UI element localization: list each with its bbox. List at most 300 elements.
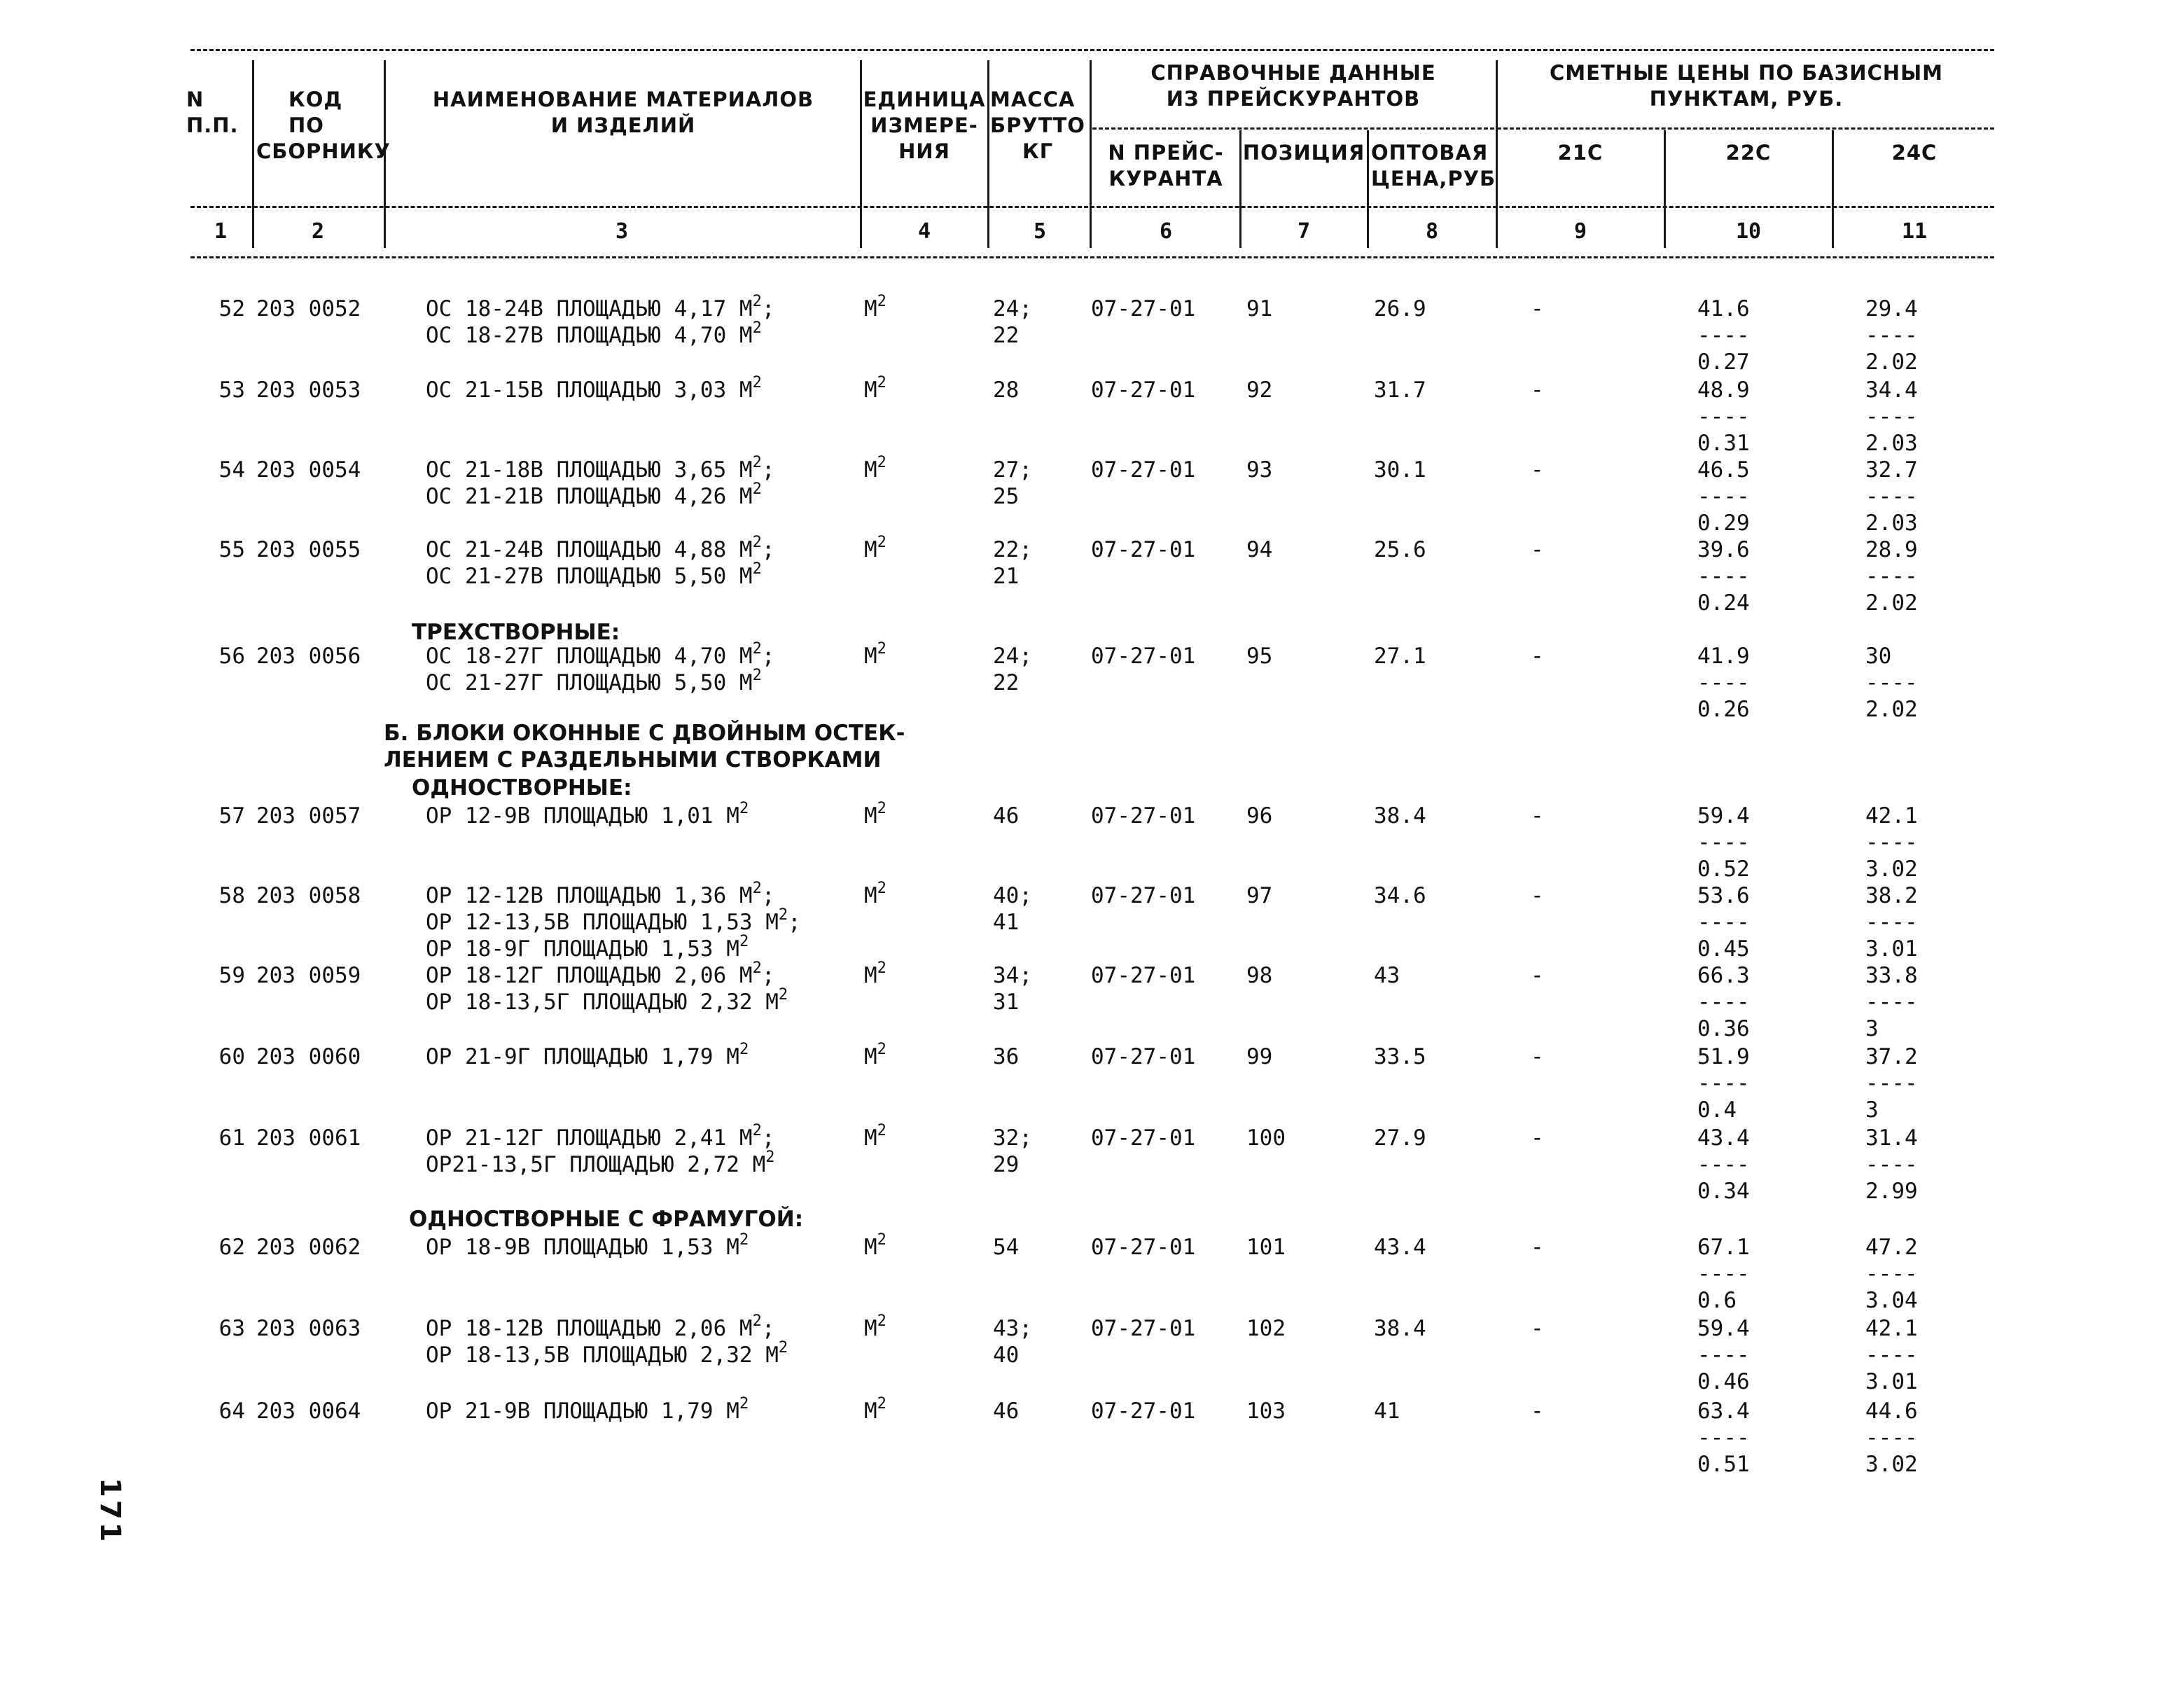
row-price-22c-subvalue: 0.6 bbox=[1697, 1288, 1737, 1313]
row-price-22c bbox=[1697, 1043, 1750, 1123]
row-code: 203 0059 bbox=[256, 963, 361, 988]
row-price-22c-subvalue: 0.46 bbox=[1697, 1369, 1750, 1394]
row-code: 203 0062 bbox=[256, 1235, 361, 1260]
row-unit: $М^2$ bbox=[864, 1395, 886, 1424]
row-price-22c-subvalue: 0.26 bbox=[1697, 697, 1750, 722]
page-number: 171 bbox=[94, 1478, 126, 1545]
row-number: 54 bbox=[218, 457, 245, 483]
row-mass-line: 22 bbox=[993, 323, 1020, 348]
row-price-24c-value: 32.7 bbox=[1865, 457, 1918, 483]
row-mass-line: 32; bbox=[993, 1125, 1032, 1151]
row-price-24c-value: 42.1 bbox=[1865, 1316, 1918, 1341]
row-name-line: ОР 12-12В ПЛОЩАДЬЮ 1,36 $М^2$; bbox=[426, 880, 775, 908]
row-name-line: ОР 21-9Г ПЛОЩАДЬЮ 1,79 $М^2$ bbox=[426, 1041, 749, 1069]
row-name bbox=[426, 959, 788, 1015]
row-name-line: ОР 12-13,5В ПЛОЩАДЬЮ 1,53 $М^2$; bbox=[426, 906, 801, 935]
row-mass bbox=[993, 536, 1032, 590]
row-name bbox=[426, 640, 775, 696]
row-price-22c-subvalue: 0.51 bbox=[1697, 1452, 1750, 1477]
row-price-24c bbox=[1865, 882, 1918, 962]
row-price-22c-value: 67.1 bbox=[1697, 1235, 1750, 1260]
row-price-22c-value: 51.9 bbox=[1697, 1044, 1750, 1069]
row-mass-line: 27; bbox=[993, 457, 1032, 483]
row-price-24c-value: 34.4 bbox=[1865, 377, 1918, 403]
row-price-22c-value: 43.4 bbox=[1697, 1125, 1750, 1151]
row-price-22c-value: 66.3 bbox=[1697, 963, 1750, 988]
header-numbers-rule bbox=[190, 206, 1994, 208]
row-price-24c bbox=[1865, 457, 1918, 536]
row-mass bbox=[993, 643, 1032, 696]
fraction-bar: ---- bbox=[1697, 1261, 1750, 1287]
col-number: 11 bbox=[1901, 219, 1928, 244]
row-name-line: ОС 21-15В ПЛОЩАДЬЮ 3,03 $М^2$ bbox=[426, 374, 762, 403]
header-divider bbox=[1367, 130, 1369, 248]
row-name-line: ОС 21-27Г ПЛОЩАДЬЮ 5,50 $М^2$ bbox=[426, 667, 762, 695]
row-position: 95 bbox=[1246, 644, 1273, 669]
row-price-22c bbox=[1697, 1315, 1750, 1395]
row-position: 98 bbox=[1246, 963, 1273, 988]
row-unit: $М^2$ bbox=[864, 959, 886, 988]
row-price-24c-value: 29.4 bbox=[1865, 296, 1918, 321]
col-number: 9 bbox=[1573, 219, 1587, 244]
row-price-24c-subvalue: 3.04 bbox=[1865, 1288, 1918, 1313]
row-position: 96 bbox=[1246, 803, 1273, 828]
row-wholesale-price: 27.9 bbox=[1374, 1125, 1426, 1151]
row-code: 203 0061 bbox=[256, 1125, 361, 1151]
row-mass-line: 46 bbox=[993, 1399, 1020, 1424]
col-number: 5 bbox=[1033, 219, 1047, 244]
row-name-line: ОС 21-21В ПЛОЩАДЬЮ 4,26 $М^2$ bbox=[426, 480, 762, 509]
row-price-21c: - bbox=[1531, 296, 1544, 321]
row-price-21c: - bbox=[1531, 1399, 1544, 1424]
row-pricelist: 07-27-01 bbox=[1091, 1316, 1196, 1341]
row-number: 56 bbox=[218, 644, 245, 669]
subheading-single-leaf-transom: ОДНОСТВОРНЫЕ С ФРАМУГОЙ: bbox=[409, 1207, 804, 1232]
row-price-22c bbox=[1697, 803, 1750, 882]
row-position: 101 bbox=[1246, 1235, 1286, 1260]
header-divider bbox=[1239, 130, 1241, 248]
row-mass-line: 36 bbox=[993, 1044, 1020, 1069]
row-pricelist: 07-27-01 bbox=[1091, 537, 1196, 562]
header-col7: ПОЗИЦИЯ bbox=[1242, 141, 1365, 165]
row-name-line: ОР 12-9В ПЛОЩАДЬЮ 1,01 $М^2$ bbox=[426, 800, 749, 828]
row-mass bbox=[993, 882, 1032, 936]
row-price-24c-value: 47.2 bbox=[1865, 1235, 1918, 1260]
section-b-heading: Б. БЛОКИ ОКОННЫЕ С ДВОЙНЫМ ОСТЕК- ЛЕНИЕМ С РАЗДЕЛЬНЫМИ СТВОРКАМИ bbox=[384, 721, 905, 772]
row-pricelist: 07-27-01 bbox=[1091, 803, 1196, 828]
row-position: 94 bbox=[1246, 537, 1273, 562]
row-number: 61 bbox=[218, 1125, 245, 1151]
row-mass bbox=[993, 377, 1019, 403]
row-number: 52 bbox=[218, 296, 245, 321]
row-wholesale-price: 30.1 bbox=[1374, 457, 1426, 483]
row-price-21c: - bbox=[1531, 537, 1544, 562]
row-price-24c bbox=[1865, 1315, 1918, 1395]
row-number: 59 bbox=[218, 963, 245, 988]
row-code: 203 0056 bbox=[256, 644, 361, 669]
row-mass bbox=[993, 1234, 1019, 1261]
row-wholesale-price: 26.9 bbox=[1374, 296, 1426, 321]
row-position: 92 bbox=[1246, 377, 1273, 403]
row-mass-line: 31 bbox=[993, 990, 1020, 1015]
row-price-22c-value: 63.4 bbox=[1697, 1399, 1750, 1424]
row-price-24c-value: 28.9 bbox=[1865, 537, 1918, 562]
row-unit: $М^2$ bbox=[864, 1122, 886, 1151]
row-price-22c-subvalue: 0.34 bbox=[1697, 1179, 1750, 1204]
row-position: 102 bbox=[1246, 1316, 1286, 1341]
row-name bbox=[426, 454, 775, 510]
row-mass-line: 29 bbox=[993, 1152, 1020, 1177]
row-pricelist: 07-27-01 bbox=[1091, 1125, 1196, 1151]
row-position: 91 bbox=[1246, 296, 1273, 321]
fraction-bar: ---- bbox=[1697, 1152, 1750, 1177]
fraction-bar: ---- bbox=[1697, 564, 1750, 589]
header-divider bbox=[1832, 130, 1834, 248]
fraction-bar: ---- bbox=[1697, 830, 1750, 855]
row-code: 203 0055 bbox=[256, 537, 361, 562]
row-code: 203 0060 bbox=[256, 1044, 361, 1069]
row-price-21c: - bbox=[1531, 1044, 1544, 1069]
subheading-single-leaf: ОДНОСТВОРНЫЕ: bbox=[412, 775, 632, 800]
row-price-24c-value: 30 bbox=[1865, 644, 1892, 669]
fraction-bar: ---- bbox=[1697, 484, 1750, 509]
row-mass bbox=[993, 1398, 1019, 1424]
row-price-24c-value: 44.6 bbox=[1865, 1399, 1918, 1424]
row-pricelist: 07-27-01 bbox=[1091, 644, 1196, 669]
row-price-21c: - bbox=[1531, 963, 1544, 988]
row-price-24c-subvalue: 3.02 bbox=[1865, 1452, 1918, 1477]
row-name bbox=[426, 1395, 749, 1424]
row-name-line: ОР 18-9Г ПЛОЩАДЬЮ 1,53 $М^2$ bbox=[426, 933, 749, 962]
fraction-bar: ---- bbox=[1697, 670, 1750, 695]
row-name bbox=[426, 1043, 749, 1070]
header-col10: 22С bbox=[1725, 141, 1772, 165]
row-price-24c-subvalue: 2.02 bbox=[1865, 697, 1918, 722]
row-price-21c: - bbox=[1531, 377, 1544, 403]
group-ref-rule bbox=[1092, 127, 1494, 130]
col-number: 10 bbox=[1735, 219, 1762, 244]
row-name bbox=[426, 536, 775, 590]
row-mass bbox=[993, 1315, 1032, 1368]
row-name-line: ОС 18-27В ПЛОЩАДЬЮ 4,70 $М^2$ bbox=[426, 319, 762, 348]
row-mass-line: 40 bbox=[993, 1343, 1020, 1368]
row-name-line: ОС 18-27Г ПЛОЩАДЬЮ 4,70 $М^2$; bbox=[426, 640, 775, 669]
row-name-line: ОС 21-18В ПЛОЩАДЬЮ 3,65 $М^2$; bbox=[426, 454, 775, 483]
row-mass-line: 28 bbox=[993, 377, 1020, 403]
fraction-bar: ---- bbox=[1697, 1343, 1750, 1368]
row-mass bbox=[993, 803, 1019, 829]
row-mass-line: 24; bbox=[993, 296, 1032, 321]
row-pricelist: 07-27-01 bbox=[1091, 1399, 1196, 1424]
fraction-bar: ---- bbox=[1865, 404, 1918, 429]
row-price-24c-subvalue: 2.99 bbox=[1865, 1179, 1918, 1204]
row-wholesale-price: 31.7 bbox=[1374, 377, 1426, 403]
row-wholesale-price: 41 bbox=[1374, 1399, 1400, 1424]
row-name bbox=[426, 800, 749, 829]
row-wholesale-price: 25.6 bbox=[1374, 537, 1426, 562]
row-price-21c: - bbox=[1531, 1235, 1544, 1260]
row-price-21c: - bbox=[1531, 457, 1544, 483]
col-number: 1 bbox=[214, 219, 228, 244]
header-divider bbox=[1496, 60, 1498, 248]
row-code: 203 0058 bbox=[256, 883, 361, 908]
row-price-24c bbox=[1865, 1043, 1918, 1123]
row-price-21c: - bbox=[1531, 803, 1544, 828]
row-mass bbox=[993, 296, 1032, 349]
row-price-24c bbox=[1865, 536, 1918, 616]
row-number: 60 bbox=[218, 1044, 245, 1069]
row-price-22c bbox=[1697, 962, 1750, 1042]
header-col8: ОПТОВАЯ ЦЕНА,РУБ bbox=[1371, 141, 1496, 190]
row-pricelist: 07-27-01 bbox=[1091, 457, 1196, 483]
row-mass-line: 41 bbox=[993, 910, 1020, 935]
row-price-22c bbox=[1697, 882, 1750, 962]
row-price-22c-value: 46.5 bbox=[1697, 457, 1750, 483]
row-price-22c bbox=[1697, 643, 1750, 723]
row-code: 203 0054 bbox=[256, 457, 361, 483]
header-divider bbox=[1664, 130, 1666, 248]
row-pricelist: 07-27-01 bbox=[1091, 296, 1196, 321]
row-name-line: ОР 21-12Г ПЛОЩАДЬЮ 2,41 $М^2$; bbox=[426, 1122, 775, 1151]
row-number: 63 bbox=[218, 1316, 245, 1341]
row-price-22c-subvalue: 0.27 bbox=[1697, 349, 1750, 375]
row-price-24c bbox=[1865, 377, 1918, 457]
row-wholesale-price: 33.5 bbox=[1374, 1044, 1426, 1069]
row-mass-line: 43; bbox=[993, 1316, 1032, 1341]
row-wholesale-price: 38.4 bbox=[1374, 1316, 1426, 1341]
header-col4: ЕДИНИЦА ИЗМЕРЕ- НИЯ bbox=[863, 88, 986, 163]
fraction-bar: ---- bbox=[1865, 670, 1918, 695]
row-price-22c-subvalue: 0.36 bbox=[1697, 1016, 1750, 1041]
row-wholesale-price: 34.6 bbox=[1374, 883, 1426, 908]
row-mass-line: 54 bbox=[993, 1235, 1020, 1260]
row-price-22c-value: 59.4 bbox=[1697, 1316, 1750, 1341]
header-divider bbox=[860, 60, 862, 248]
row-name bbox=[426, 374, 762, 403]
header-col9: 21С bbox=[1557, 141, 1604, 165]
row-price-24c-subvalue: 2.03 bbox=[1865, 431, 1918, 456]
row-price-22c bbox=[1697, 1398, 1750, 1478]
fraction-bar: ---- bbox=[1865, 564, 1918, 589]
row-position: 97 bbox=[1246, 883, 1273, 908]
row-unit: $М^2$ bbox=[864, 880, 886, 908]
row-number: 58 bbox=[218, 883, 245, 908]
fraction-bar: ---- bbox=[1865, 990, 1918, 1015]
row-price-24c-value: 33.8 bbox=[1865, 963, 1918, 988]
group-prices-rule bbox=[1497, 127, 1994, 130]
row-price-24c-subvalue: 2.02 bbox=[1865, 349, 1918, 375]
row-name-line: ОР 18-13,5В ПЛОЩАДЬЮ 2,32 $М^2$ bbox=[426, 1339, 788, 1368]
fraction-bar: ---- bbox=[1865, 1425, 1918, 1450]
row-price-24c-subvalue: 3 bbox=[1865, 1097, 1879, 1123]
row-price-24c-value: 37.2 bbox=[1865, 1044, 1918, 1069]
row-price-24c bbox=[1865, 1125, 1918, 1205]
row-mass bbox=[993, 962, 1032, 1015]
row-unit: $М^2$ bbox=[864, 640, 886, 669]
row-number: 53 bbox=[218, 377, 245, 403]
header-col2: КОД ПО СБОРНИКУ bbox=[256, 88, 391, 163]
row-price-22c-value: 41.9 bbox=[1697, 644, 1750, 669]
row-price-22c-subvalue: 0.52 bbox=[1697, 857, 1750, 882]
fraction-bar: ---- bbox=[1865, 1071, 1918, 1096]
row-price-22c-subvalue: 0.29 bbox=[1697, 511, 1750, 536]
row-unit: $М^2$ bbox=[864, 293, 886, 321]
row-price-24c-subvalue: 3.01 bbox=[1865, 936, 1918, 962]
row-name bbox=[426, 1122, 775, 1178]
row-price-22c-value: 39.6 bbox=[1697, 537, 1750, 562]
row-unit: $М^2$ bbox=[864, 1231, 886, 1260]
fraction-bar: ---- bbox=[1697, 1425, 1750, 1450]
row-name-line: ОР21-13,5Г ПЛОЩАДЬЮ 2,72 $М^2$ bbox=[426, 1149, 775, 1177]
row-price-22c bbox=[1697, 1125, 1750, 1205]
row-name-line: ОР 18-9В ПЛОЩАДЬЮ 1,53 $М^2$ bbox=[426, 1231, 749, 1260]
fraction-bar: ---- bbox=[1697, 910, 1750, 935]
row-code: 203 0063 bbox=[256, 1316, 361, 1341]
row-price-22c-subvalue: 0.4 bbox=[1697, 1097, 1737, 1123]
row-price-21c: - bbox=[1531, 1125, 1544, 1151]
row-wholesale-price: 38.4 bbox=[1374, 803, 1426, 828]
row-code: 203 0057 bbox=[256, 803, 361, 828]
row-position: 99 bbox=[1246, 1044, 1273, 1069]
row-number: 64 bbox=[218, 1399, 245, 1424]
row-name bbox=[426, 1231, 749, 1261]
row-unit: $М^2$ bbox=[864, 534, 886, 562]
row-price-22c-subvalue: 0.24 bbox=[1697, 590, 1750, 616]
row-price-22c bbox=[1697, 1234, 1750, 1314]
fraction-bar: ---- bbox=[1865, 484, 1918, 509]
row-mass-line: 22 bbox=[993, 670, 1020, 695]
row-name-line: ОР 21-9В ПЛОЩАДЬЮ 1,79 $М^2$ bbox=[426, 1395, 749, 1424]
row-name-line: ОР 18-13,5Г ПЛОЩАДЬЮ 2,32 $М^2$ bbox=[426, 986, 788, 1015]
row-price-22c-value: 41.6 bbox=[1697, 296, 1750, 321]
fraction-bar: ---- bbox=[1865, 910, 1918, 935]
row-unit: $М^2$ bbox=[864, 374, 886, 403]
row-wholesale-price: 43 bbox=[1374, 963, 1400, 988]
fraction-bar: ---- bbox=[1865, 830, 1918, 855]
row-mass-line: 22; bbox=[993, 537, 1032, 562]
col-number: 6 bbox=[1159, 219, 1173, 244]
row-mass bbox=[993, 1125, 1032, 1178]
header-col11: 24С bbox=[1891, 141, 1938, 165]
row-unit: $М^2$ bbox=[864, 1041, 886, 1069]
row-price-21c: - bbox=[1531, 644, 1544, 669]
row-pricelist: 07-27-01 bbox=[1091, 963, 1196, 988]
row-name bbox=[426, 293, 775, 349]
col-number: 8 bbox=[1425, 219, 1439, 244]
row-mass-line: 24; bbox=[993, 644, 1032, 669]
row-price-24c-subvalue: 2.03 bbox=[1865, 511, 1918, 536]
row-number: 57 bbox=[218, 803, 245, 828]
row-unit: $М^2$ bbox=[864, 454, 886, 483]
row-mass bbox=[993, 457, 1032, 510]
row-wholesale-price: 43.4 bbox=[1374, 1235, 1426, 1260]
fraction-bar: ---- bbox=[1865, 323, 1918, 348]
row-name-line: ОС 21-24В ПЛОЩАДЬЮ 4,88 $М^2$; bbox=[426, 534, 775, 562]
top-rule bbox=[190, 49, 1994, 51]
row-name-line: ОР 18-12Г ПЛОЩАДЬЮ 2,06 $М^2$; bbox=[426, 959, 775, 988]
row-price-22c-value: 59.4 bbox=[1697, 803, 1750, 828]
col-number: 3 bbox=[615, 219, 629, 244]
row-name bbox=[426, 1312, 788, 1368]
row-mass-line: 21 bbox=[993, 564, 1020, 589]
row-pricelist: 07-27-01 bbox=[1091, 883, 1196, 908]
fraction-bar: ---- bbox=[1865, 1152, 1918, 1177]
header-col5: МАССА БРУТТО КГ bbox=[990, 88, 1085, 163]
header-divider bbox=[252, 60, 254, 248]
fraction-bar: ---- bbox=[1697, 1071, 1750, 1096]
row-code: 203 0053 bbox=[256, 377, 361, 403]
row-price-21c: - bbox=[1531, 1316, 1544, 1341]
row-pricelist: 07-27-01 bbox=[1091, 1235, 1196, 1260]
header-group-ref: СПРАВОЧНЫЕ ДАННЫЕ ИЗ ПРЕЙСКУРАНТОВ bbox=[1150, 61, 1436, 111]
header-col1: N П.П. bbox=[186, 88, 239, 137]
row-name bbox=[426, 882, 801, 962]
subheading-three-leaf: ТРЕХСТВОРНЫЕ: bbox=[412, 620, 620, 645]
col-number: 7 bbox=[1297, 219, 1311, 244]
row-price-22c bbox=[1697, 457, 1750, 536]
row-name-line: ОС 21-27В ПЛОЩАДЬЮ 5,50 $М^2$ bbox=[426, 560, 762, 589]
fraction-bar: ---- bbox=[1697, 990, 1750, 1015]
fraction-bar: ---- bbox=[1865, 1343, 1918, 1368]
row-mass-line: 34; bbox=[993, 963, 1032, 988]
fraction-bar: ---- bbox=[1865, 1261, 1918, 1287]
row-price-24c-subvalue: 2.02 bbox=[1865, 590, 1918, 616]
row-price-24c bbox=[1865, 296, 1918, 375]
row-price-24c-subvalue: 3.02 bbox=[1865, 857, 1918, 882]
row-code: 203 0052 bbox=[256, 296, 361, 321]
row-price-22c-subvalue: 0.45 bbox=[1697, 936, 1750, 962]
row-pricelist: 07-27-01 bbox=[1091, 377, 1196, 403]
row-name-line: ОС 18-24В ПЛОЩАДЬЮ 4,17 $М^2$; bbox=[426, 293, 775, 321]
row-price-24c-subvalue: 3 bbox=[1865, 1016, 1879, 1041]
row-mass-line: 25 bbox=[993, 484, 1020, 509]
row-mass bbox=[993, 1043, 1019, 1070]
header-col6: N ПРЕЙС- КУРАНТА bbox=[1108, 141, 1224, 190]
row-price-24c bbox=[1865, 962, 1918, 1042]
row-unit: $М^2$ bbox=[864, 1312, 886, 1341]
row-price-21c: - bbox=[1531, 883, 1544, 908]
header-col3: НАИМЕНОВАНИЕ МАТЕРИАЛОВ И ИЗДЕЛИЙ bbox=[432, 88, 814, 137]
col-number: 4 bbox=[917, 219, 931, 244]
row-price-24c-value: 31.4 bbox=[1865, 1125, 1918, 1151]
header-group-prices: СМЕТНЫЕ ЦЕНЫ ПО БАЗИСНЫМ ПУНКТАМ, РУБ. bbox=[1550, 61, 1943, 111]
row-price-24c-subvalue: 3.01 bbox=[1865, 1369, 1918, 1394]
row-price-22c-subvalue: 0.31 bbox=[1697, 431, 1750, 456]
row-position: 103 bbox=[1246, 1399, 1286, 1424]
row-price-22c bbox=[1697, 296, 1750, 375]
row-price-22c bbox=[1697, 536, 1750, 616]
row-price-22c bbox=[1697, 377, 1750, 457]
header-divider bbox=[987, 60, 989, 248]
row-position: 100 bbox=[1246, 1125, 1286, 1151]
row-price-24c-value: 38.2 bbox=[1865, 883, 1918, 908]
fraction-bar: ---- bbox=[1697, 323, 1750, 348]
row-position: 93 bbox=[1246, 457, 1273, 483]
row-price-22c-value: 53.6 bbox=[1697, 883, 1750, 908]
fraction-bar: ---- bbox=[1697, 404, 1750, 429]
col-number: 2 bbox=[311, 219, 325, 244]
header-bottom-rule bbox=[190, 256, 1994, 258]
row-number: 55 bbox=[218, 537, 245, 562]
row-pricelist: 07-27-01 bbox=[1091, 1044, 1196, 1069]
row-number: 62 bbox=[218, 1235, 245, 1260]
row-price-24c bbox=[1865, 1234, 1918, 1314]
row-mass-line: 40; bbox=[993, 883, 1032, 908]
row-unit: $М^2$ bbox=[864, 800, 886, 828]
row-price-22c-value: 48.9 bbox=[1697, 377, 1750, 403]
row-price-24c bbox=[1865, 803, 1918, 882]
row-mass-line: 46 bbox=[993, 803, 1020, 828]
